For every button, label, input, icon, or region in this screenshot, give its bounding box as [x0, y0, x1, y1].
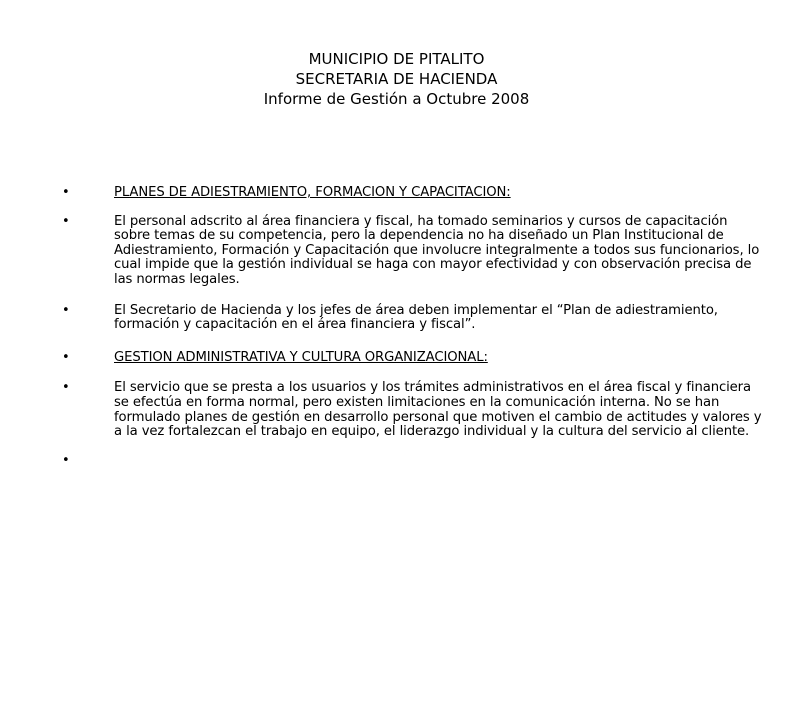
municipality-title: MUNICIPIO DE PITALITO: [308, 50, 485, 68]
list-item: [62, 304, 762, 333]
bullet-icon: •: [62, 452, 70, 468]
bullet-list: [62, 180, 762, 470]
list-item: [62, 454, 762, 470]
list-item: [62, 186, 762, 201]
section-heading-training: PLANES DE ADIESTRAMIENTO, FORMACION Y CAPACITACION:: [114, 185, 511, 200]
bullet-icon: •: [62, 213, 70, 229]
bullet-icon: •: [62, 185, 70, 200]
paragraph-training-recommendation: El Secretario de Hacienda y los jefes de área deben implementar el “Plan de adiestramiento, formación y capacitación en el área financiera y fiscal”.: [114, 302, 718, 333]
department-title: SECRETARIA DE HACIENDA: [295, 70, 498, 88]
list-item: [62, 351, 762, 366]
list-item: [62, 381, 762, 439]
list-item: [62, 215, 762, 288]
paragraph-administration-findings: El servicio que se presta a los usuarios y los trámites administrativos en el área fiscal y financiera se efectúa en forma normal, pero existen limitaciones en la comunicación interna. No se han formulado planes de gestión en desarrollo personal que motiven el cambio de actitudes y valores y a la vez fortalezcan el trabajo en equipo, el liderazgo individual y la cultura del servicio al cliente.: [114, 380, 762, 440]
paragraph-training-findings: El personal adscrito al área financiera y fiscal, ha tomado seminarios y cursos de capacitación sobre temas de su competencia, pero la dependencia no ha diseñado un Plan Institucional de Adiestramiento, Formación y Capacitación que involucre integralmente a todos sus funcionarios, lo cual impide que la gestión individual se haga con mayor efectividad y con observación precisa de las normas legales.: [114, 213, 760, 287]
report-title: Informe de Gestión a Octubre 2008: [263, 90, 530, 108]
bullet-icon: •: [62, 349, 70, 365]
bullet-icon: •: [62, 302, 70, 318]
bullet-icon: •: [62, 380, 70, 396]
document-header: [0, 49, 793, 109]
section-heading-administration: GESTION ADMINISTRATIVA Y CULTURA ORGANIZACIONAL:: [114, 349, 488, 365]
